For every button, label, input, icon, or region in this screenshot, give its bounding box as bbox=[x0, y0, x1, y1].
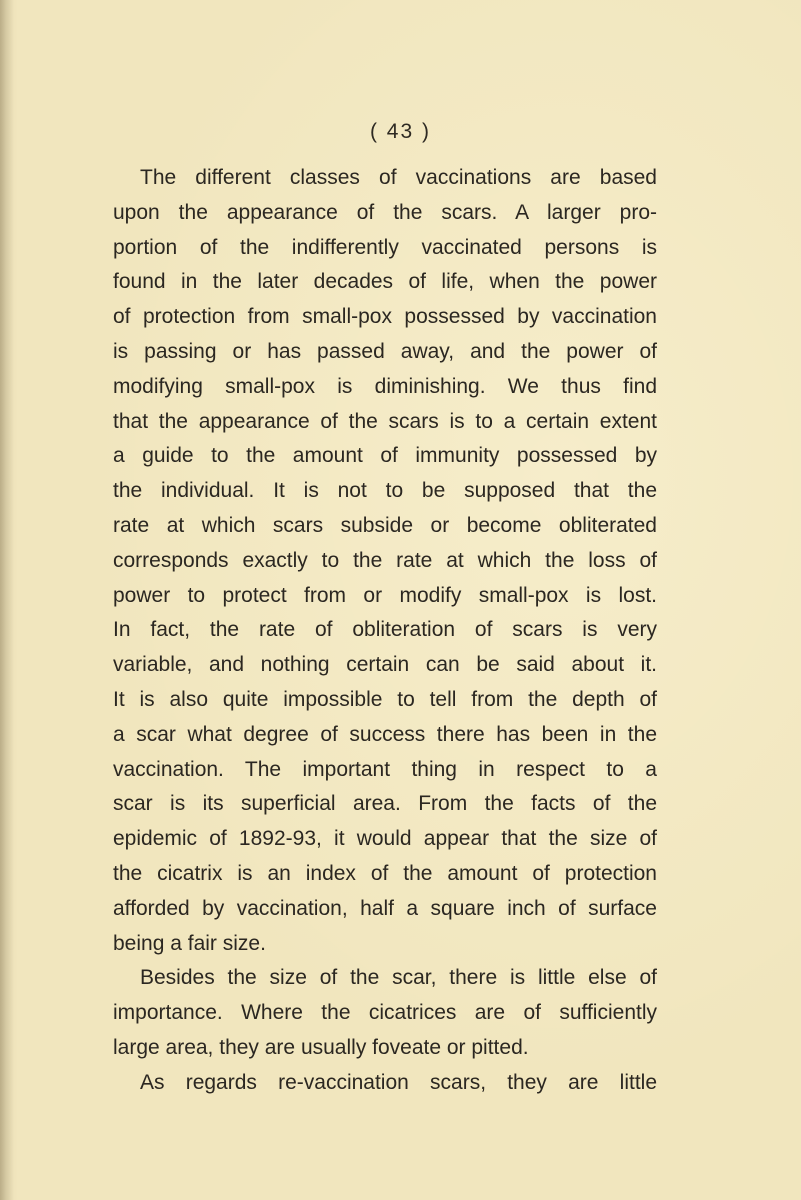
text-line: Besides the size of the scar, there is little else of bbox=[140, 966, 657, 990]
text-line: variable, and nothing certain can be said about it. bbox=[113, 653, 657, 677]
text-line: large area, they are usually foveate or pitted. bbox=[113, 1035, 529, 1059]
text-line: power to protect from or modify small-pox is lost. bbox=[113, 583, 657, 607]
page-number: ( 43 ) bbox=[369, 120, 431, 143]
page-binding-shadow bbox=[0, 0, 14, 1200]
text-line: epidemic of 1892-93, it would appear that the size of bbox=[113, 827, 657, 851]
text-line: being a fair size. bbox=[113, 931, 266, 955]
text-line: a guide to the amount of immunity possessed by bbox=[113, 444, 657, 468]
text-line: vaccination. The important thing in respect to a bbox=[113, 757, 657, 781]
text-line: is passing or has passed away, and the power of bbox=[113, 339, 657, 363]
text-line: found in the later decades of life, when the power bbox=[113, 270, 657, 294]
text-line: As regards re-vaccination scars, they are little bbox=[140, 1070, 657, 1094]
text-line: the cicatrix is an index of the amount of protection bbox=[113, 861, 657, 885]
text-line: afforded by vaccination, half a square inch of surface bbox=[113, 896, 657, 920]
text-line: of protection from small-pox possessed by vaccination bbox=[113, 305, 657, 329]
text-line: a scar what degree of success there has been in the bbox=[113, 722, 657, 746]
body-text bbox=[113, 161, 657, 1101]
text-line: scar is its superficial area. From the facts of the bbox=[113, 792, 657, 816]
text-line: The different classes of vaccinations are based bbox=[140, 166, 657, 189]
text-line: the individual. It is not to be supposed that the bbox=[113, 479, 657, 503]
text-line: upon the appearance of the scars. A larger pro- bbox=[113, 200, 657, 224]
text-line: In fact, the rate of obliteration of scars is very bbox=[113, 618, 657, 642]
text-line: rate at which scars subside or become obliterated bbox=[113, 513, 657, 537]
text-line: portion of the indifferently vaccinated persons is bbox=[113, 235, 657, 259]
text-line: that the appearance of the scars is to a certain extent bbox=[113, 409, 657, 433]
text-line: modifying small-pox is diminishing. We thus find bbox=[113, 374, 657, 398]
text-line: corresponds exactly to the rate at which the loss of bbox=[113, 548, 657, 572]
text-line: It is also quite impossible to tell from the depth of bbox=[113, 687, 657, 711]
text-line: importance. Where the cicatrices are of sufficiently bbox=[113, 1001, 657, 1025]
